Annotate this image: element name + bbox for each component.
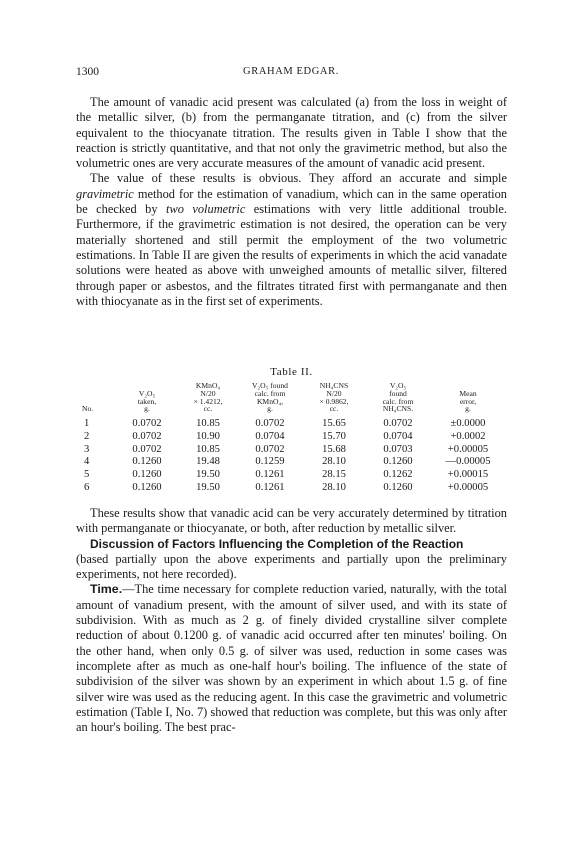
paragraph-conclusion: These results show that vanadic acid can be very accurately determined by titration with permanganate or thiocyanate, or both, after reduction by metallic silver. (76, 506, 507, 536)
table-cell: 0.0704 (255, 430, 285, 442)
table-cell: 0.1260 (132, 456, 162, 468)
table-cell: 2 (84, 430, 90, 442)
table-cell: 6 (84, 482, 90, 494)
table-cell: 10.85 (196, 443, 220, 455)
table-cell: 15.70 (322, 430, 346, 442)
table-cell: ±0.0000 (450, 418, 486, 430)
table-cell: 19.48 (196, 456, 220, 468)
table-cell: 19.50 (196, 469, 220, 481)
header-nh4cns: NH₄CNS N/20 × 0.9862, cc. (319, 381, 349, 414)
section-heading-block (76, 537, 507, 583)
table-cell: 0.1262 (383, 469, 413, 481)
body-text-lower (76, 506, 507, 735)
table-cell: 19.50 (196, 482, 220, 494)
table-row (82, 481, 506, 494)
running-title: GRAHAM EDGAR. (243, 66, 339, 77)
table-cell: 4 (84, 456, 90, 468)
table-cell: 0.1260 (383, 482, 413, 494)
results-table (82, 382, 506, 494)
header-mean-error: Mean error, g. (459, 388, 477, 414)
table-cell: +0.00005 (447, 443, 489, 455)
paragraph-value-of-results: The value of these results is obvious. They afford an accurate and simple gravimetric method for the estimation of vanadium, which can in the same operation be checked by two volumetric estimations with very little additional trouble. Furthermore, if the gravimetric estimation is not desired, the operation can be very materially shortened and still permit the employment of the two volumetric estimations. In Table II are given the results of experiments in which the acid vanadate solutions were heated as above with unweighed amounts of metallic silver, filtered through paper or asbestos, and the filtrates titrated first with permanganate and then with thiocyanate as in the first set of experiments. (76, 171, 507, 308)
table-cell: 3 (84, 443, 90, 455)
paragraph-time: Time.—The time necessary for complete reduction varied, naturally, with the total amount of vanadium present, with the amount of silver used, and with its state of subdivision. With as much as 2 g. of finely divided crystalline silver complete reduction of about 0.1200 g. of vanadic acid occurred after ten minutes' boiling. On the other hand, when only 0.5 g. of silver was used, reduction in some cases was incomplete after as much as one-half hour's boiling. The influence of the state of subdivision of the silver was shown by an experiment in which about 1.5 g. of fine silver wire was used as the reducing agent. In this case the gravimetric and volumetric estimation (Table I, No. 7) showed that reduction was complete, but this was only after an hour's boiling. The best prac- (76, 582, 507, 735)
table-cell: 0.1260 (132, 482, 162, 494)
table-cell: 0.1259 (255, 456, 285, 468)
runin-heading-time: Time. (90, 582, 123, 597)
table-cell: 28.10 (322, 482, 346, 494)
table-cell: 10.90 (196, 430, 220, 442)
page-number: 1300 (76, 66, 99, 78)
header-v2o5-found-nh4cns: V₂O₅ found calc. from NH₄CNS. (382, 381, 414, 414)
table-cell: 28.10 (322, 456, 346, 468)
page-header (76, 66, 506, 82)
table-cell: 1 (84, 418, 90, 430)
table-cell: 0.1260 (132, 469, 162, 481)
emphasis-two-volumetric: two volumetric (166, 202, 246, 217)
table-cell: 0.0702 (132, 418, 162, 430)
table-cell: +0.0002 (450, 430, 486, 442)
header-kmno4: KMnO₄ N/20 × 1.4212, cc. (193, 381, 223, 414)
table-cell: 0.0702 (132, 430, 162, 442)
table-cell: +0.00015 (447, 469, 489, 481)
body-text-upper (76, 95, 507, 309)
table-header-row (82, 382, 506, 417)
table-cell: 15.68 (322, 443, 346, 455)
table-row (82, 468, 506, 481)
paragraph-vanadic-acid-calculation: The amount of vanadic acid present was calculated (a) from the loss in weight of the metallic silver, (b) from the permanganate titration, and (c) from the silver equivalent to the thiocyanate titration. The results given in Table I show that the reaction is strictly quantitative, and that not only the gravimetric method, but also the volumetric ones are very accurate measures of the amount of vanadic acid present. (76, 95, 507, 171)
table-cell: 0.0702 (255, 418, 285, 430)
table-cell: 0.0704 (383, 430, 413, 442)
header-v2o5-taken: V₂O₅ taken, g. (137, 388, 157, 414)
table-cell: 0.1261 (255, 482, 285, 494)
emphasis-gravimetric: gravimetric (76, 186, 134, 201)
table-row (82, 456, 506, 469)
table-row (82, 430, 506, 443)
table-cell: 0.0702 (255, 443, 285, 455)
section-subtitle: (based partially upon the above experiments and partially upon the preliminary experiments, not here recorded). (76, 551, 507, 582)
header-v2o5-found-kmno4: V₂O₅ found calc. from KMnO₄, g. (252, 381, 288, 414)
table-title: Table II. (270, 366, 313, 378)
table-cell: 28.15 (322, 469, 346, 481)
table-cell: 0.1260 (383, 456, 413, 468)
section-heading: Discussion of Factors Influencing the Completion of the Reaction (90, 536, 464, 551)
table-cell: 0.0702 (383, 418, 413, 430)
table-cell: 0.1261 (255, 469, 285, 481)
table-cell: 10.85 (196, 418, 220, 430)
table-cell: +0.00005 (447, 482, 489, 494)
table-row (82, 443, 506, 456)
table-cell: —0.00005 (445, 456, 491, 468)
table-cell: 15.65 (322, 418, 346, 430)
header-no: No. (82, 404, 94, 414)
table-cell: 5 (84, 469, 90, 481)
table-row (82, 417, 506, 430)
table-cell: 0.0703 (383, 443, 413, 455)
table-cell: 0.0702 (132, 443, 162, 455)
